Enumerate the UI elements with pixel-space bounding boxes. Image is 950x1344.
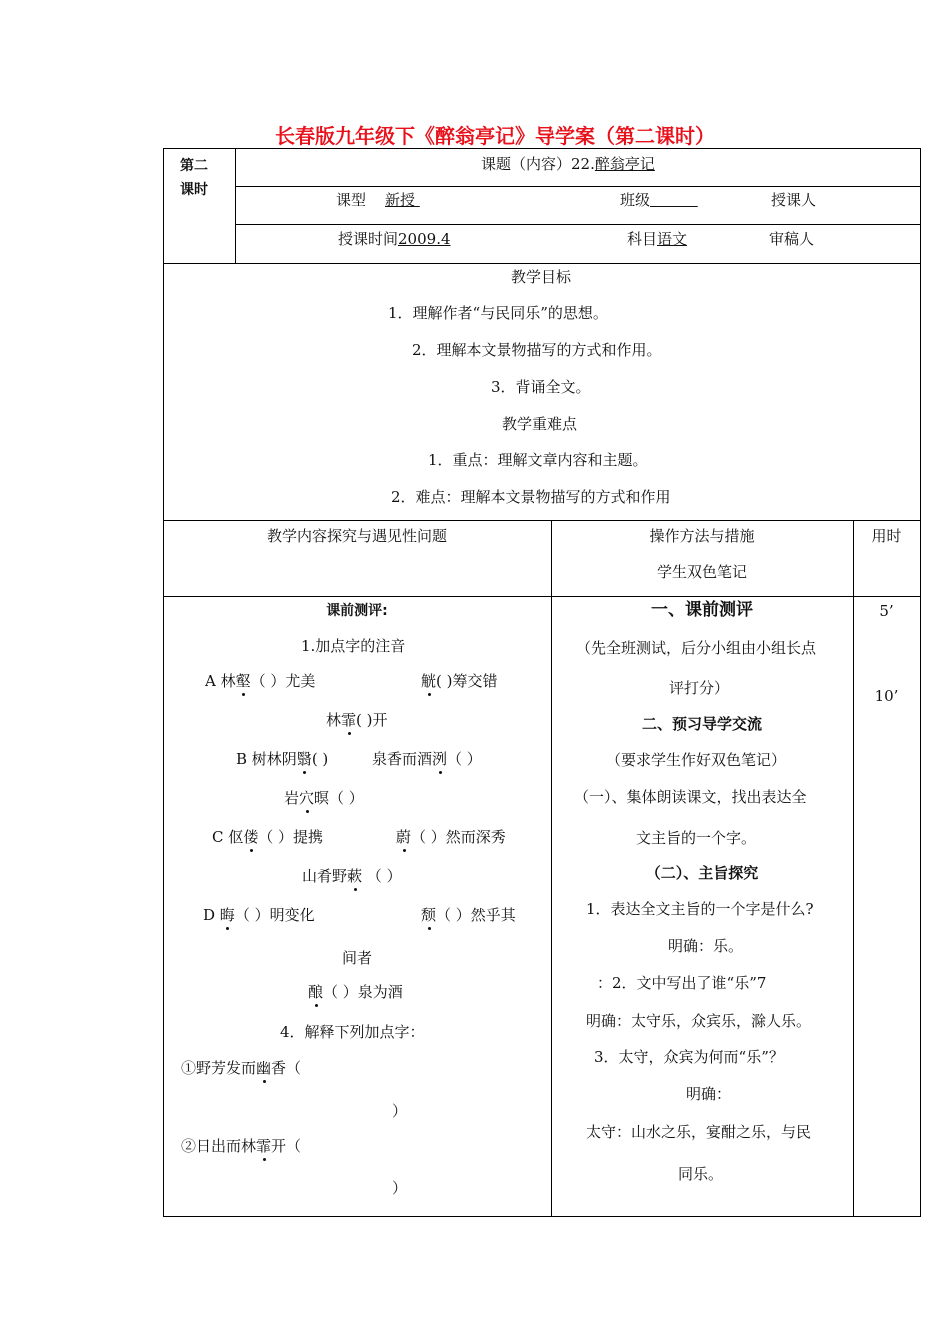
- topic-label: 课题（内容）22.: [481, 155, 595, 173]
- objective-item: 1．理解作者“与民同乐”的思想。: [388, 304, 608, 322]
- method-text: （要求学生作好双色笔记）: [606, 751, 787, 769]
- item-d4: 酿（ ）泉为酒: [308, 983, 403, 1001]
- item-c3: 山肴野蔌 （ ）: [302, 867, 402, 885]
- theme-question: ：2．文中写出了谁“乐”7: [597, 974, 767, 992]
- table-line: [235, 148, 236, 264]
- topic-row: [481, 154, 655, 174]
- question-1: 1.加点字的注音: [301, 637, 406, 655]
- objective-item: 3．背诵全文。: [491, 378, 591, 396]
- time-value: 10’: [874, 687, 899, 705]
- method-text: 文主旨的一个字。: [636, 829, 757, 847]
- item-c2: 蔚（ ）然而深秀: [396, 828, 506, 846]
- column-header-time: 用时: [871, 527, 902, 545]
- table-border-right: [920, 148, 921, 1217]
- table-line: [235, 224, 921, 225]
- item-a1: A 林壑（ ）尤美: [205, 672, 316, 690]
- column-header-method: 操作方法与措施: [649, 527, 755, 545]
- question-4: 4．解释下列加点字：: [280, 1023, 425, 1041]
- theme-answer: 明确：太守乐，众宾乐，滁人乐。: [586, 1012, 812, 1030]
- objective-item: 2．理解本文景物描写的方式和作用。: [412, 341, 662, 359]
- item-b3: 岩穴暝（ ）: [284, 789, 364, 807]
- theme-question: 3．太守，众宾为何而“乐”？: [594, 1048, 784, 1066]
- table-line: [163, 596, 921, 597]
- item-a2: 觥( )筹交错: [421, 672, 498, 690]
- item-b1: B 树林阴翳( ): [236, 750, 329, 768]
- item-c1: C 伛偻（ ）提携: [212, 828, 324, 846]
- explain-close-1: ）: [392, 1102, 408, 1120]
- table-line: [163, 520, 921, 521]
- table-line: [235, 186, 921, 187]
- key-item: 1．重点：理解文章内容和主题。: [428, 451, 648, 469]
- method-text: （一）、集体朗读课文，找出表达全: [574, 788, 807, 806]
- table-border-bottom: [163, 1216, 921, 1217]
- key-item: 2．难点：理解本文景物描写的方式和作用: [391, 488, 671, 506]
- table-line: [163, 263, 921, 264]
- section-pretest: 一、课前测评: [651, 600, 753, 620]
- teacher-label: 授课人: [771, 191, 817, 209]
- type-label: 课型: [336, 191, 367, 209]
- method-text: （先全班测试，后分小组由小组长点: [576, 639, 817, 657]
- objectives-heading: 教学目标: [511, 268, 572, 286]
- item-d3: 间者: [342, 949, 373, 967]
- item-b2: 泉香而酒洌（ ）: [372, 750, 482, 768]
- theme-answer: 太守：山水之乐，宴酣之乐，与民: [586, 1123, 812, 1141]
- item-d2: 颓（ ）然乎其: [421, 906, 516, 924]
- table-border-left: [163, 148, 164, 1217]
- subject-row: 科目语文: [627, 230, 688, 248]
- reviewer-label: 审稿人: [769, 230, 815, 248]
- key-heading: 教学重难点: [502, 415, 578, 433]
- time-row: 授课时间2009.4: [338, 230, 451, 248]
- time-value: 5’: [879, 602, 894, 620]
- theme-answer: 同乐。: [678, 1165, 724, 1183]
- table-line: [853, 520, 854, 1217]
- column-header-content: 教学内容探究与遇见性问题: [266, 527, 447, 545]
- table-border-top: [163, 148, 921, 149]
- theme-question: 1．表达全文主旨的一个字是什么?: [586, 900, 814, 918]
- item-d1: D 晦（ ）明变化: [203, 906, 315, 924]
- item-a3: 林霏( )开: [326, 711, 388, 729]
- theme-answer: 明确：乐。: [668, 937, 744, 955]
- explain-item-1: ①野芳发而幽香（: [181, 1059, 302, 1077]
- topic-value: 醉翁亭记: [594, 155, 655, 173]
- section-theme: （二）、主旨探究: [645, 864, 759, 882]
- theme-answer: 明确：: [686, 1085, 732, 1103]
- explain-item-2: ②日出而林霏开（: [181, 1137, 302, 1155]
- column-header-method-sub: 学生双色笔记: [656, 563, 747, 581]
- method-text: 评打分）: [669, 679, 730, 697]
- section-preview: 二、预习导学交流: [641, 715, 762, 733]
- document-title: 长春版九年级下《醉翁亭记》导学案（第二课时）: [275, 124, 715, 148]
- class-label: 班级: [620, 191, 651, 209]
- type-value: 新授: [385, 191, 416, 209]
- pretest-heading: 课前测评:: [326, 603, 388, 619]
- lesson-number: 第二课时: [180, 158, 208, 198]
- explain-close-2: ）: [392, 1179, 408, 1197]
